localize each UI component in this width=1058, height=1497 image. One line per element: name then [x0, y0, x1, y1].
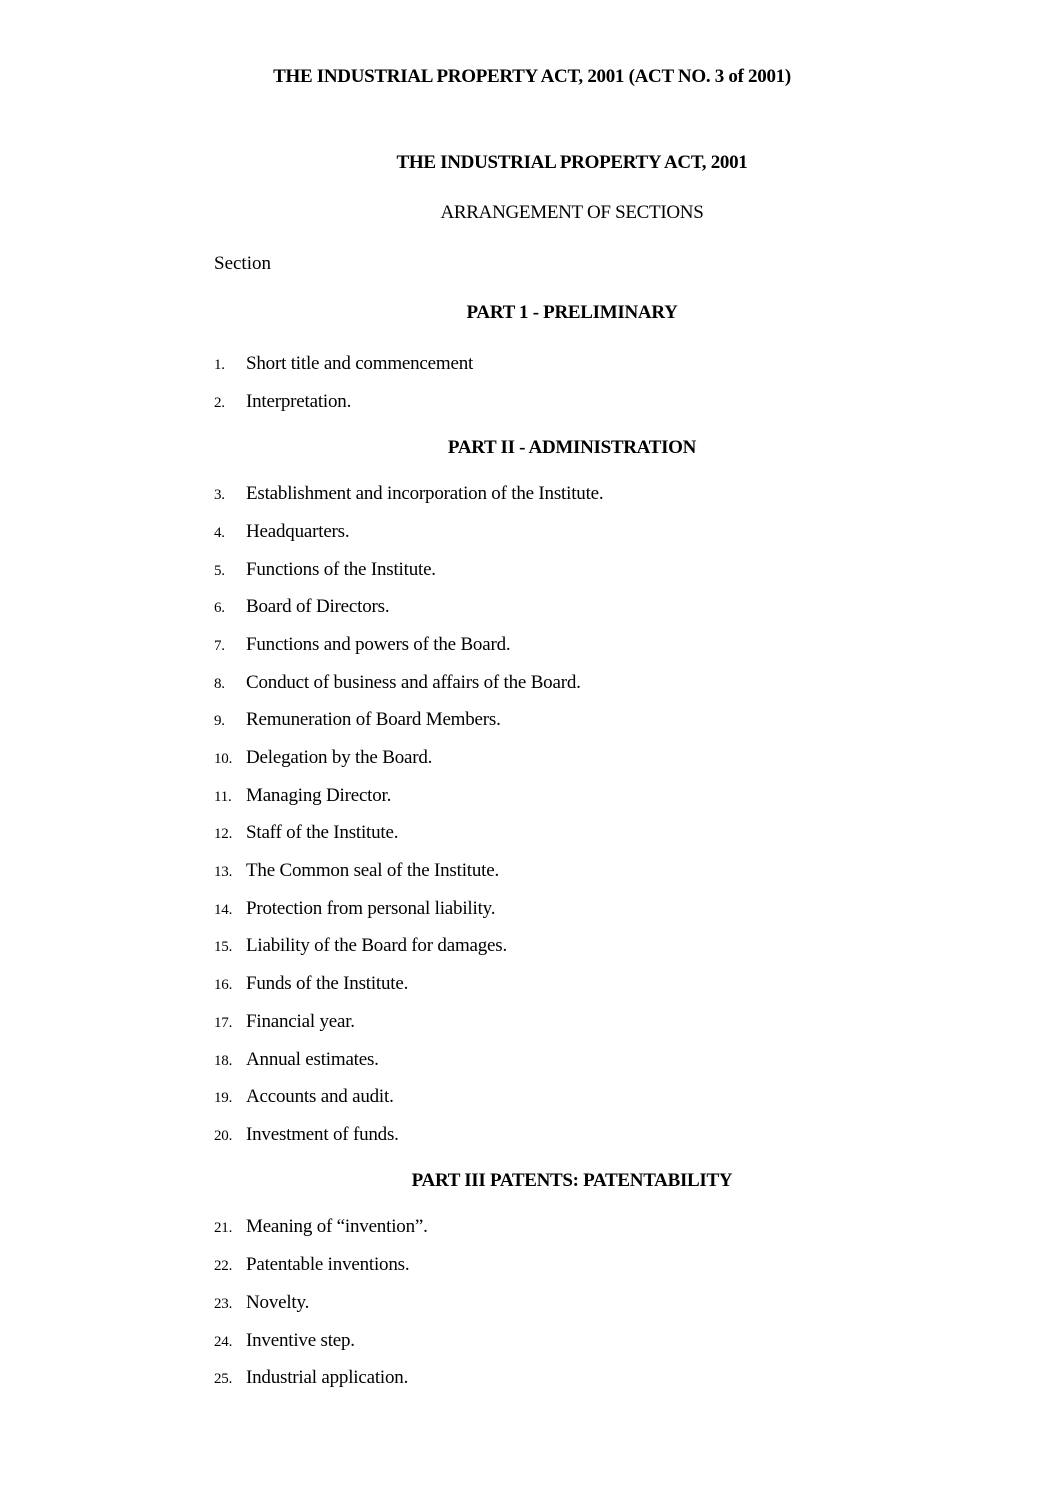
section-number: 13.: [214, 864, 233, 880]
section-number: 1.: [214, 357, 225, 373]
section-title: Headquarters.: [246, 521, 350, 542]
toc-item: [214, 1254, 409, 1276]
toc-item: [214, 898, 495, 920]
toc-item: [214, 1367, 408, 1389]
toc-item: [214, 935, 507, 957]
section-title: Establishment and incorporation of the Institute.: [246, 483, 604, 504]
section-number: 11.: [214, 789, 232, 805]
toc-item: [214, 973, 408, 995]
section-number: 21.: [214, 1220, 233, 1236]
section-title: Short title and commencement: [246, 353, 474, 374]
toc-item: [214, 1011, 355, 1033]
toc-item: [214, 1124, 399, 1146]
section-number: 14.: [214, 902, 233, 918]
section-title: Managing Director.: [246, 785, 392, 806]
toc-item: [214, 860, 499, 882]
section-number: 20.: [214, 1128, 233, 1144]
section-number: 15.: [214, 939, 233, 955]
section-number: 23.: [214, 1296, 233, 1312]
section-number: 10.: [214, 751, 233, 767]
section-number: 8.: [214, 676, 225, 692]
section-number: 12.: [214, 826, 233, 842]
section-title: Inventive step.: [246, 1330, 355, 1351]
toc-item: [214, 353, 473, 375]
toc-item: [214, 559, 436, 581]
toc-item: [214, 596, 389, 618]
section-title: Patentable inventions.: [246, 1254, 410, 1275]
section-title: Staff of the Institute.: [246, 822, 399, 843]
section-title: Annual estimates.: [246, 1049, 379, 1070]
section-title: Funds of the Institute.: [246, 973, 409, 994]
section-number: 6.: [214, 600, 225, 616]
section-title: Interpretation.: [246, 391, 352, 412]
toc-item: [214, 672, 581, 694]
section-number: 25.: [214, 1371, 233, 1387]
section-title: The Common seal of the Institute.: [246, 860, 500, 881]
section-title: Industrial application.: [246, 1367, 409, 1388]
section-title: Protection from personal liability.: [246, 898, 496, 919]
page-header-text: THE INDUSTRIAL PROPERTY ACT, 2001 (ACT NO. 3 of 2001): [273, 66, 791, 87]
section-title: Remuneration of Board Members.: [246, 709, 501, 730]
section-title: Financial year.: [246, 1011, 355, 1032]
toc-item: [214, 747, 432, 769]
section-number: 2.: [214, 395, 225, 411]
section-title: Conduct of business and affairs of the Board.: [246, 672, 581, 693]
toc-item: [214, 483, 603, 505]
section-title: Meaning of “invention”.: [246, 1216, 428, 1237]
section-number: 4.: [214, 525, 225, 541]
section-title: Functions of the Institute.: [246, 559, 436, 580]
toc-item: [214, 391, 351, 413]
section-number: 22.: [214, 1258, 233, 1274]
toc-item: [214, 1292, 309, 1314]
toc-item: [214, 709, 501, 731]
part-heading-patents: PART III PATENTS: PATENTABILITY: [411, 1170, 733, 1191]
section-number: 3.: [214, 487, 225, 503]
toc-item: [214, 1216, 428, 1238]
arrangement-heading: ARRANGEMENT OF SECTIONS: [440, 202, 704, 223]
toc-item: [214, 822, 398, 844]
section-title: Investment of funds.: [246, 1124, 399, 1145]
toc-item: [214, 1330, 355, 1352]
section-title: Liability of the Board for damages.: [246, 935, 508, 956]
section-number: 18.: [214, 1053, 233, 1069]
toc-item: [214, 521, 349, 543]
section-title: Accounts and audit.: [246, 1086, 394, 1107]
section-number: 9.: [214, 713, 225, 729]
section-title: Functions and powers of the Board.: [246, 634, 511, 655]
toc-item: [214, 634, 510, 656]
section-column-label: Section: [214, 253, 271, 274]
page-header: [0, 66, 1058, 88]
section-number: 5.: [214, 563, 225, 579]
act-title: THE INDUSTRIAL PROPERTY ACT, 2001: [396, 152, 748, 173]
toc-item: [214, 1049, 379, 1071]
toc-item: [214, 785, 391, 807]
section-title: Delegation by the Board.: [246, 747, 433, 768]
part-heading-preliminary: PART 1 - PRELIMINARY: [466, 302, 678, 323]
section-number: 24.: [214, 1334, 233, 1350]
section-title: Novelty.: [246, 1292, 310, 1313]
section-title: Board of Directors.: [246, 596, 390, 617]
toc-item: [214, 1086, 394, 1108]
section-number: 7.: [214, 638, 225, 654]
section-number: 17.: [214, 1015, 233, 1031]
section-number: 16.: [214, 977, 233, 993]
section-number: 19.: [214, 1090, 233, 1106]
part-heading-administration: PART II - ADMINISTRATION: [447, 437, 697, 458]
